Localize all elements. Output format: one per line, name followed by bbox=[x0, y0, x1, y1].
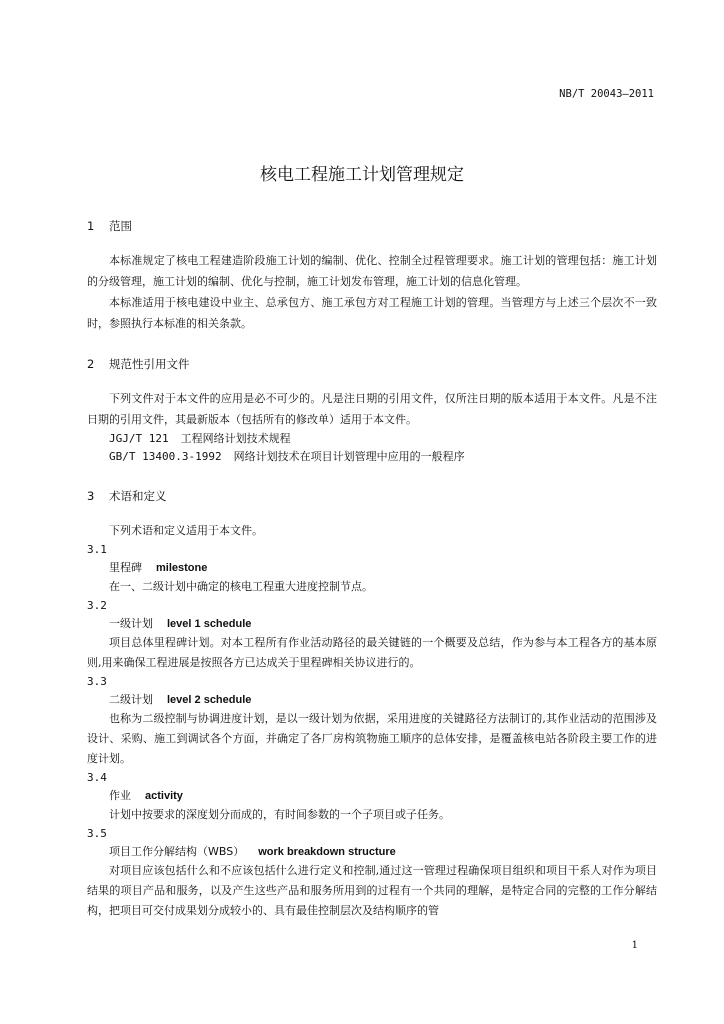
term-name-en: work breakdown structure bbox=[258, 846, 396, 858]
term-number: 3.4 bbox=[87, 771, 107, 784]
term-heading bbox=[87, 843, 657, 861]
reference-code: GB/T 13400.3-1992 bbox=[109, 450, 222, 463]
section-2-heading bbox=[87, 354, 657, 374]
reference-title: 工程网络计划技术规程 bbox=[180, 432, 291, 445]
term-heading bbox=[87, 787, 657, 805]
scope-paragraph-2: 本标准适用于核电建设中业主、总承包方、施工承包方对工程施工计划的管理。当管理方与上述三个层次不一致时，参照执行本标准的相关条款。 bbox=[87, 296, 657, 330]
term-name-zh: 一级计划 bbox=[109, 617, 153, 630]
term-definition: 项目总体里程碑计划。对本工程所有作业活动路径的最关键链的一个概要及总结，作为参与本工程各方的基本原则,用来确保工程进展是按照各方已达成关于里程碑相关协议进行的。 bbox=[87, 636, 657, 669]
scope-paragraph-1: 本标准规定了核电工程建造阶段施工计划的编制、优化、控制全过程管理要求。施工计划的管理包括：施工计划的分级管理，施工计划的编制、优化与控制，施工计划发布管理，施工计划的信息化管理。 bbox=[87, 254, 657, 288]
term-heading bbox=[87, 691, 657, 709]
section-number: 3 bbox=[87, 489, 95, 503]
section-1-heading bbox=[87, 216, 657, 236]
section-number: 2 bbox=[87, 357, 95, 371]
section-title: 范围 bbox=[109, 219, 132, 233]
reference-title: 网络计划技术在项目计划管理中应用的一般程序 bbox=[233, 450, 465, 463]
term-definition: 在一、二级计划中确定的核电工程重大进度控制节点。 bbox=[109, 580, 373, 593]
reference-code: JGJ/T 121 bbox=[109, 432, 169, 445]
term-definition: 也称为二级控制与协调进度计划，是以一级计划为依据，采用进度的关键路径方法制订的,其作业活动的范围涉及设计、采购、施工到调试各个方面，并确定了各厂房构筑物施工顺序的总体安排，是覆盖核电站各阶段主要工作的进度计划。 bbox=[87, 712, 657, 765]
reference-item bbox=[87, 430, 657, 448]
section-title: 术语和定义 bbox=[109, 489, 167, 503]
section-3-heading bbox=[87, 486, 657, 506]
term-name-en: level 2 schedule bbox=[167, 694, 252, 706]
term-number: 3.5 bbox=[87, 827, 107, 840]
section-title: 规范性引用文件 bbox=[109, 357, 190, 371]
terms-intro: 下列术语和定义适用于本文件。 bbox=[109, 524, 263, 537]
references-paragraph: 下列文件对于本文件的应用是必不可少的。凡是注日期的引用文件，仅所注日期的版本适用于本文件。凡是不注日期的引用文件，其最新版本（包括所有的修改单）适用于本文件。 bbox=[87, 392, 657, 426]
page-number: 1 bbox=[631, 940, 638, 951]
term-heading bbox=[87, 615, 657, 633]
term-number: 3.1 bbox=[87, 543, 107, 556]
standard-code: NB/T 20043—2011 bbox=[559, 88, 654, 100]
document-body bbox=[87, 216, 657, 921]
term-definition: 对项目应该包括什么和不应该包括什么进行定义和控制,通过这一管理过程确保项目组织和项目干系人对作为项目结果的项目产品和服务，以及产生这些产品和服务所用到的过程有一个共同的理解，是特定合同的完整的工作分解结构，把项目可交付成果划分成较小的、具有最佳控制层次及结构顺序的管 bbox=[87, 864, 657, 917]
term-name-zh: 里程碑 bbox=[109, 561, 142, 574]
term-name-en: level 1 schedule bbox=[167, 618, 252, 630]
term-name-en: milestone bbox=[156, 562, 208, 574]
reference-item bbox=[87, 448, 657, 466]
term-definition: 计划中按要求的深度划分而成的，有时间参数的一个子项目或子任务。 bbox=[109, 808, 450, 821]
term-name-en: activity bbox=[145, 790, 183, 802]
term-name-zh: 作业 bbox=[109, 789, 131, 802]
term-heading bbox=[87, 559, 657, 577]
term-name-zh: 项目工作分解结构（WBS） bbox=[109, 845, 245, 858]
term-number: 3.3 bbox=[87, 675, 107, 688]
document-title: 核电工程施工计划管理规定 bbox=[260, 165, 464, 185]
term-name-zh: 二级计划 bbox=[109, 693, 153, 706]
term-number: 3.2 bbox=[87, 599, 107, 612]
section-number: 1 bbox=[87, 219, 95, 233]
